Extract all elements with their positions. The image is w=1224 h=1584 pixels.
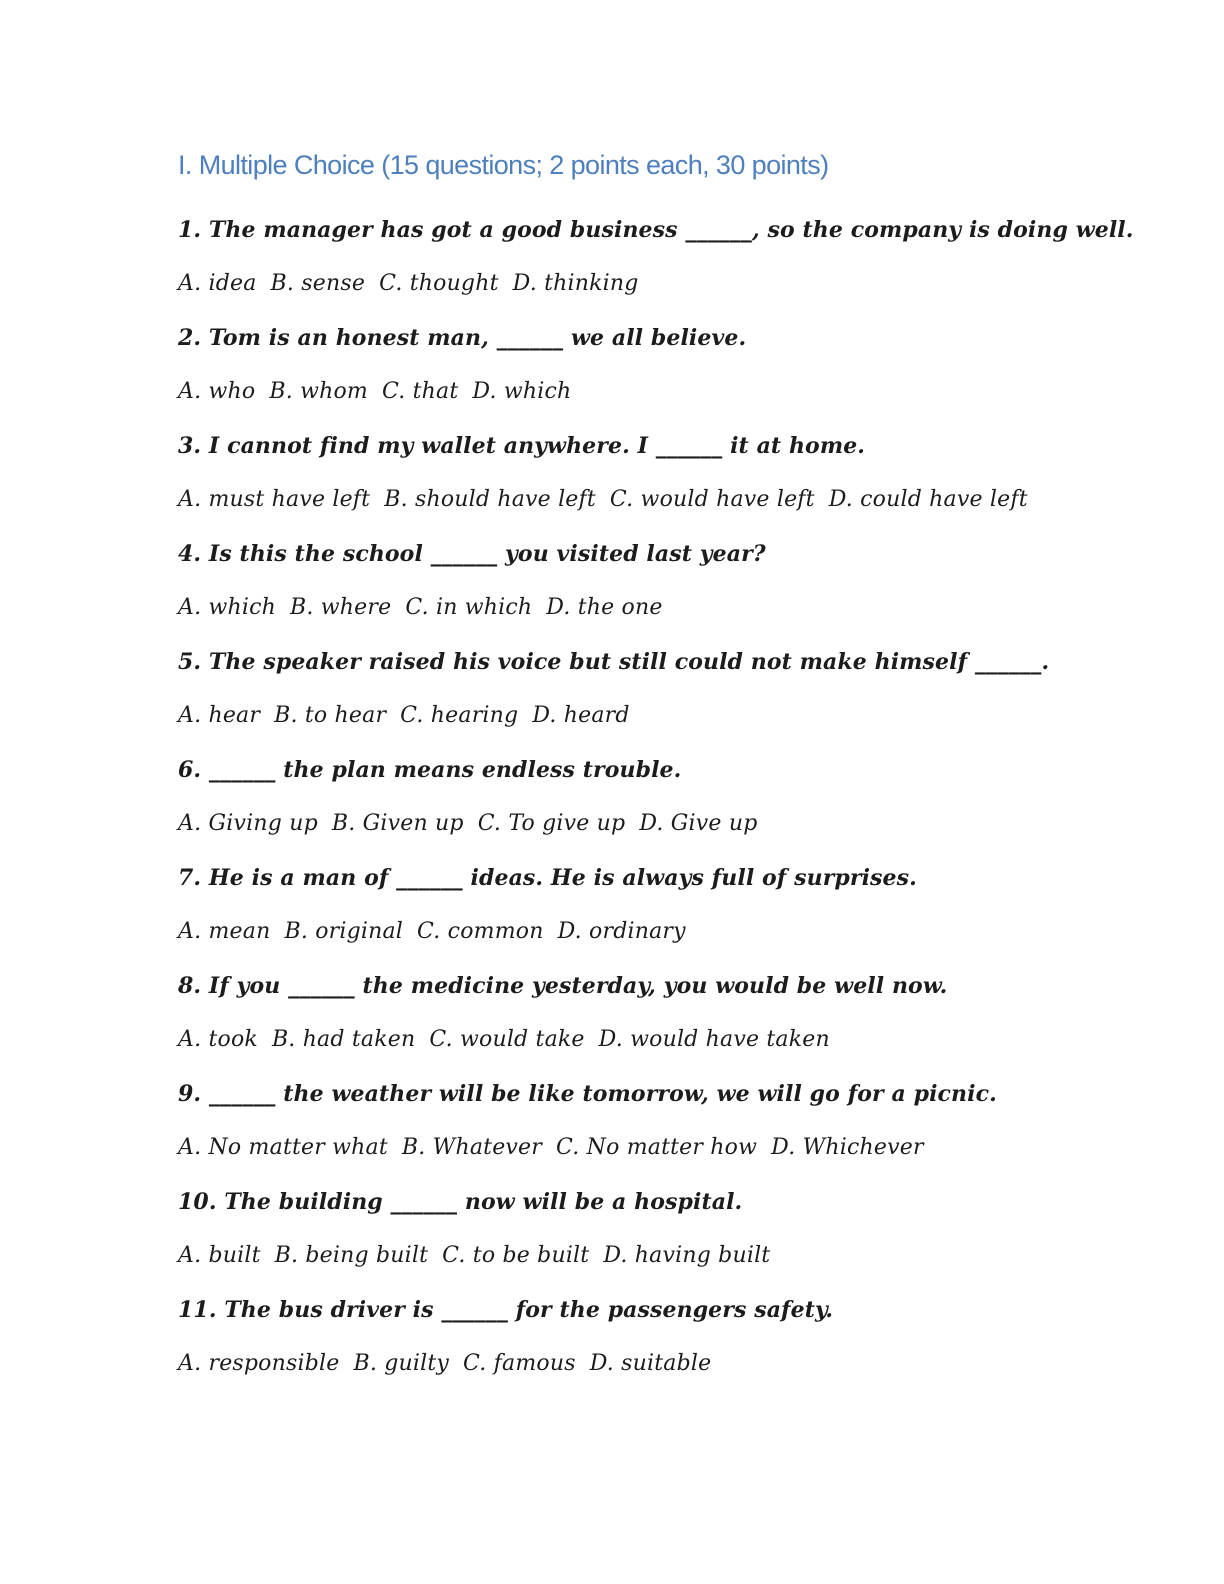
question-item: [178, 1074, 1188, 1182]
answer-option: D. ordinary: [557, 919, 686, 944]
answer-option: C. that: [382, 379, 459, 404]
answer-options: [178, 264, 1188, 318]
answer-option: B. had taken: [271, 1027, 416, 1052]
answer-option: B. Given up: [331, 811, 464, 836]
question-item: [178, 1290, 1188, 1398]
question-item: [178, 750, 1188, 858]
answer-option: A. who: [178, 379, 256, 404]
answer-option: D. suitable: [589, 1351, 712, 1376]
answer-option: B. where: [290, 595, 392, 620]
answer-options: [178, 588, 1188, 642]
answer-option: D. which: [472, 379, 572, 404]
answer-option: C. famous: [463, 1351, 576, 1376]
answer-option: A. built: [178, 1243, 261, 1268]
answer-option: D. thinking: [512, 271, 639, 296]
answer-option: A. No matter what: [178, 1135, 388, 1160]
answer-option: C. To give up: [477, 811, 626, 836]
answer-option: D. could have left: [828, 487, 1028, 512]
answer-option: B. original: [284, 919, 404, 944]
question-item: [178, 642, 1188, 750]
question-item: [178, 858, 1188, 966]
answer-option: C. hearing: [400, 703, 519, 728]
question-item: [178, 1182, 1188, 1290]
answer-option: C. would have left: [609, 487, 815, 512]
answer-option: D. Give up: [639, 811, 758, 836]
answer-option: A. mean: [178, 919, 271, 944]
answer-options: [178, 1344, 1188, 1398]
answer-options: [178, 912, 1188, 966]
answer-option: C. thought: [379, 271, 499, 296]
answer-option: C. No matter how: [556, 1135, 758, 1160]
answer-option: D. heard: [532, 703, 630, 728]
answer-option: B. Whatever: [401, 1135, 542, 1160]
answer-option: C. in which: [405, 595, 533, 620]
answer-option: B. should have left: [384, 487, 596, 512]
question-stem: 9. ______ the weather will be like tomorrow, we will go for a picnic.: [178, 1081, 997, 1107]
answer-option: B. whom: [269, 379, 368, 404]
answer-options: [178, 804, 1188, 858]
section-title: I. Multiple Choice (15 questions; 2 points each, 30 points): [178, 150, 829, 180]
answer-option: B. being built: [274, 1243, 429, 1268]
answer-option: A. must have left: [178, 487, 371, 512]
answer-options: [178, 480, 1188, 534]
answer-option: A. hear: [178, 703, 261, 728]
answer-options: [178, 696, 1188, 750]
answer-option: D. would have taken: [598, 1027, 830, 1052]
answer-options: [178, 372, 1188, 426]
question-item: [178, 210, 1188, 318]
question-stem: 6. ______ the plan means endless trouble.: [178, 757, 682, 783]
question-list: [178, 210, 1188, 1398]
question-stem: 5. The speaker raised his voice but still could not make himself ______.: [178, 649, 1050, 675]
answer-option: B. sense: [270, 271, 366, 296]
answer-option: B. to hear: [274, 703, 387, 728]
question-stem: 8. If you ______ the medicine yesterday, you would be well now.: [178, 973, 948, 999]
answer-option: B. guilty: [353, 1351, 450, 1376]
answer-option: D. Whichever: [771, 1135, 924, 1160]
answer-option: C. common: [417, 919, 544, 944]
answer-option: A. idea: [178, 271, 257, 296]
answer-options: [178, 1236, 1188, 1290]
answer-options: [178, 1128, 1188, 1182]
answer-option: D. the one: [546, 595, 663, 620]
question-item: [178, 426, 1188, 534]
question-stem: 7. He is a man of ______ ideas. He is always full of surprises.: [178, 865, 917, 891]
answer-option: D. having built: [603, 1243, 771, 1268]
question-stem: 1. The manager has got a good business ______, so the company is doing well.: [178, 217, 1134, 243]
answer-option: A. Giving up: [178, 811, 318, 836]
answer-option: A. took: [178, 1027, 258, 1052]
question-stem: 11. The bus driver is ______ for the passengers safety.: [178, 1297, 834, 1323]
answer-option: A. responsible: [178, 1351, 340, 1376]
answer-option: A. which: [178, 595, 277, 620]
question-stem: 10. The building ______ now will be a hospital.: [178, 1189, 743, 1215]
answer-options: [178, 1020, 1188, 1074]
question-stem: 2. Tom is an honest man, ______ we all believe.: [178, 325, 747, 351]
answer-option: C. to be built: [442, 1243, 590, 1268]
answer-option: C. would take: [429, 1027, 585, 1052]
question-stem: 3. I cannot find my wallet anywhere. I ______ it at home.: [178, 433, 866, 459]
question-stem: 4. Is this the school ______ you visited last year?: [178, 541, 766, 567]
question-item: [178, 318, 1188, 426]
question-item: [178, 534, 1188, 642]
question-item: [178, 966, 1188, 1074]
